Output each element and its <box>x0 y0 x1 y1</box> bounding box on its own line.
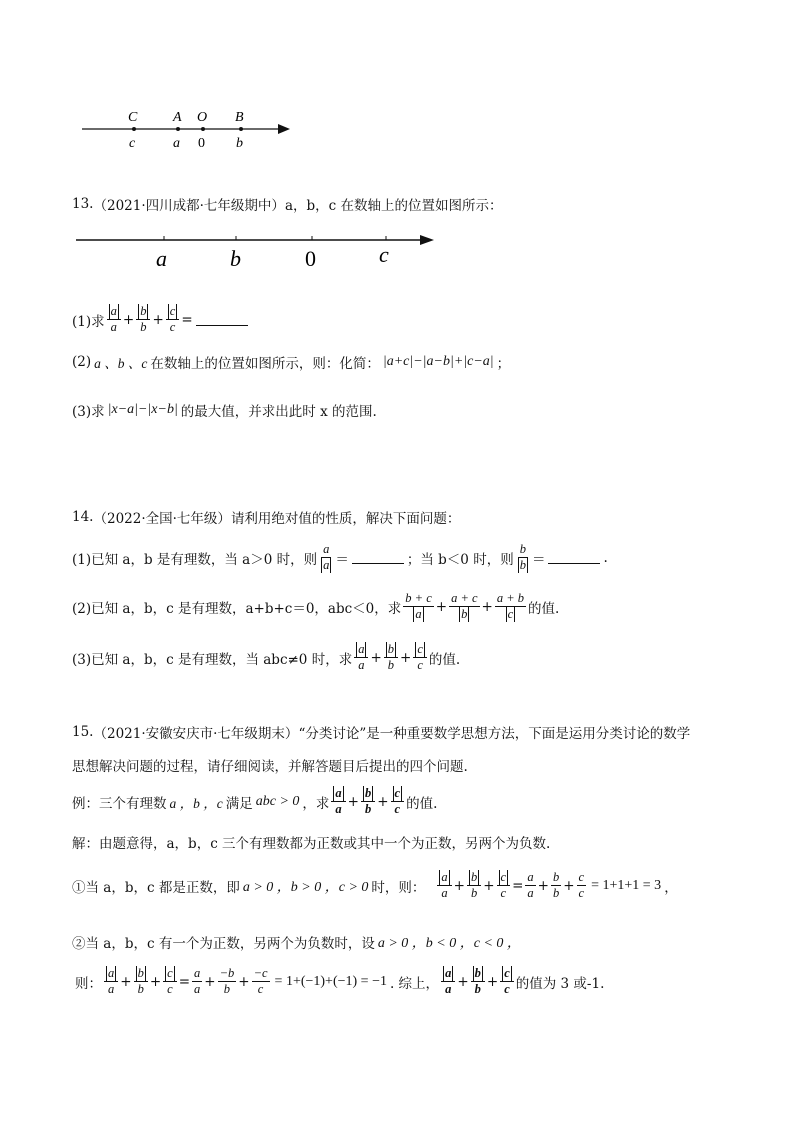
q15-stem-1: 15. （2021·安徽安庆市·七年级期末） “分类讨论”是一种重要数学思想方法，下面是运用分类讨论的数学 <box>72 724 691 742</box>
q13-stem: 13. （2021·四川成都·七年级期中） a，b，c 在数轴上的位置如图所示： <box>72 196 503 214</box>
label-a: a <box>173 136 180 151</box>
label-0: 0 <box>198 136 205 151</box>
axis-label-b: b <box>230 246 241 271</box>
q15-solution: 解：由题意得，a，b，c 三个有理数都为正数或其中一个为正数，另两个为负数. <box>72 836 551 852</box>
label-c: c <box>129 136 136 151</box>
q15-stem-2: 思想解决问题的过程，请仔细阅读，并解答题目后提出的四个问题. <box>72 759 468 775</box>
label-O: O <box>197 110 208 125</box>
q15-example: 例：三个有理数 a ，b ，c 满足 abc > 0 ，求 $\frac{a}{a}$ + $\frac{b}{b}$ + $\frac{c}{c}$ 的值. <box>72 786 438 816</box>
q13-part3: (3)求 |x−a|−|x−b| 的最大值，并求出此时 x 的范围. <box>72 402 377 420</box>
q14-part3: (3)已知 a，b，c 是有理数，当 abc≠0 时，求 $\frac{a}{a}$ + $\frac{b}{b}$ + $\frac{c}{c}$ 的值. <box>72 642 461 672</box>
label-A: A <box>173 110 182 125</box>
q14-stem: 14. （2022·全国·七年级） 请利用绝对值的性质，解决下面问题： <box>72 509 461 527</box>
q15-case2: ②当 a，b，c 有一个为正数，另两个为负数时，设 a > 0 ，b < 0 ，c < 0 ， <box>72 936 521 952</box>
axis-label-a: a <box>156 246 167 271</box>
label-B: B <box>235 110 244 125</box>
answer-blank[interactable] <box>196 313 248 326</box>
q15-case1: ①当 a，b，c 都是正数，即 a > 0 ，b > 0 ，c > 0 时，则： $\frac{a}{a}$ + $\frac{b}{b}$ + $\frac{c}{c}$ = $\frac{a}{a}$ + $\frac{b}{b}$ + $\frac{c}{c}$ = 1+1+1 = 3 ， <box>72 870 678 900</box>
answer-blank[interactable] <box>352 551 404 564</box>
label-C: C <box>128 110 138 125</box>
label-b: b <box>236 136 243 151</box>
answer-blank[interactable] <box>548 551 600 564</box>
q13-part2: (2) a 、b 、c 在数轴上的位置如图所示，则：化简： |a+c|−|a−b|+|c−a| ； <box>72 354 511 372</box>
number-line-top <box>78 104 298 154</box>
q14-part1: (1)已知 a，b 是有理数，当 a＞0 时，则 $\frac{a}{a}$ ＝ ；当 b＜0 时，则 $\frac{b}{b}$ ＝ . <box>72 542 608 572</box>
q14-part2: (2)已知 a，b，c 是有理数，a+b+c＝0，abc＜0，求 $\frac{b + c}{a}$ + $\frac{a + c}{b}$ + $\frac{a + b}{c}$ 的值. <box>72 591 560 621</box>
q13-part1: (1)求 $\frac{a}{a}$ + $\frac{b}{b}$ + $\frac{c}{c}$ = <box>72 304 251 335</box>
axis-label-0: 0 <box>305 246 316 271</box>
axis-label-c: c <box>379 242 389 267</box>
q15-case2-result: 则： $\frac{a}{a}$ + $\frac{b}{b}$ + $\frac{c}{c}$ = $\frac{a}{a}$ + $\frac{-b}{b}$ + $\frac{-c}{c}$ = 1+(−1)+(−1) = −1 . 综上， $\frac{a}{a}$ + $\frac{b}{b}$ + $\frac{c}{c}$ 的值为 3 或-1. <box>75 966 605 996</box>
number-line-q13 <box>74 228 444 276</box>
